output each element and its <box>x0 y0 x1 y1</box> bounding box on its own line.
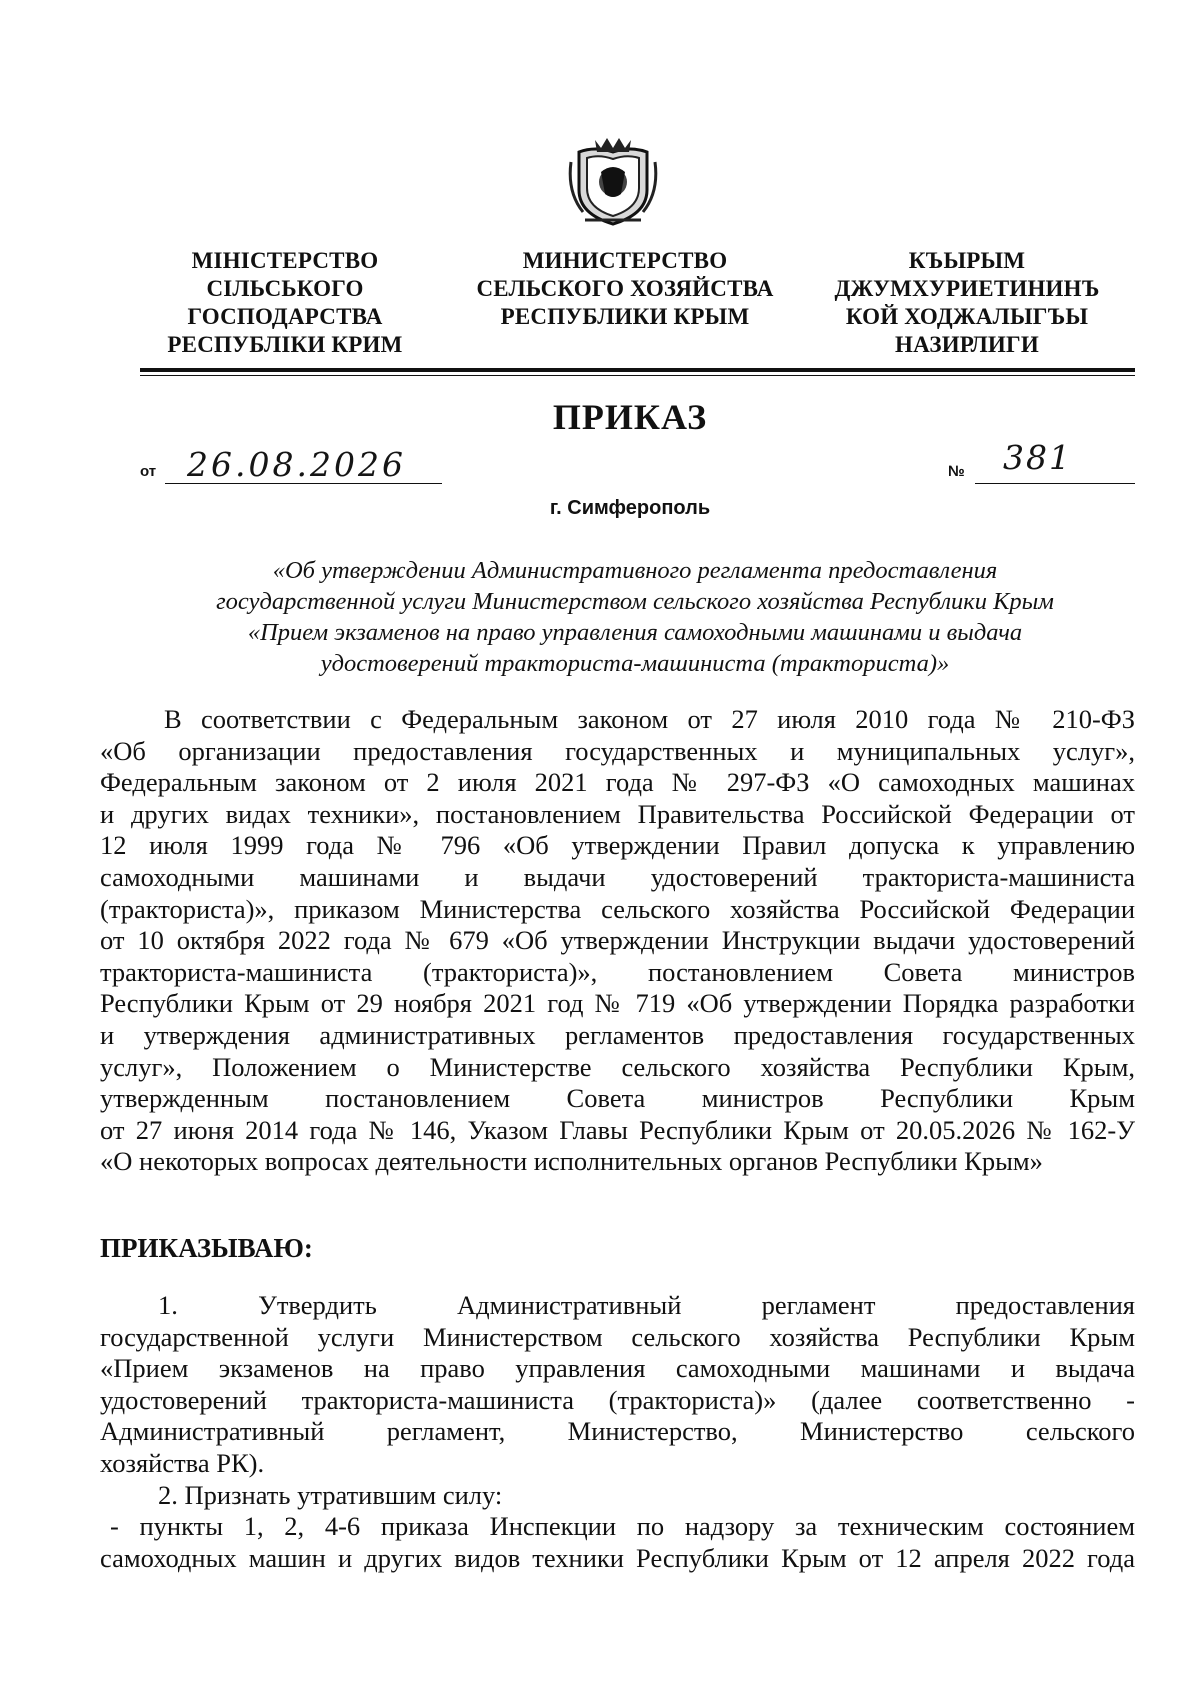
preamble-line: «О некоторых вопросах деятельности исполнительных органов Республики Крым» <box>100 1146 1043 1177</box>
preamble-line: Республики Крым от 29 ноября 2021 год № 719 «Об утверждении Порядка разработки <box>100 988 1135 1019</box>
handwritten-number: 381 <box>1003 438 1072 477</box>
preamble-paragraph <box>100 704 1135 1178</box>
preamble-line: самоходными машинами и выдачи удостоверений тракториста-машиниста <box>100 861 1135 892</box>
item-line: Административный регламент, Министерство, Министерство сельского <box>100 1416 1135 1447</box>
preamble-line: от 10 октября 2022 года № 679 «Об утверждении Инструкции выдачи удостоверений <box>100 925 1135 956</box>
header-line: РЕСПУБЛІКИ КРИМ <box>167 332 403 357</box>
header-line: КОЙ ХОДЖАЛЫГЪЫ <box>845 304 1089 329</box>
header-divider-thick <box>140 368 1135 372</box>
ministry-name-russian <box>455 247 795 331</box>
preamble-line: В соответствии с Федеральным законом от 27 июля 2010 года № 210-ФЗ <box>164 704 1135 734</box>
order-items <box>100 1290 1135 1574</box>
item-line: государственной услуги Министерством сельского хозяйства Республики Крым <box>100 1321 1135 1352</box>
document-type-title: ПРИКАЗ <box>552 397 708 437</box>
ministry-name-crimean-tatar <box>812 247 1122 359</box>
order-directive-heading: ПРИКАЗЫВАЮ: <box>100 1233 313 1263</box>
header-line: МІНІСТЕРСТВО <box>191 248 379 273</box>
header-line: КЪЫРЫМ <box>908 248 1026 273</box>
preamble-line: утвержденным постановлением Совета министров Республики Крым <box>100 1083 1135 1114</box>
item-line: удостоверений тракториста-машиниста (тракториста)» (далее соответственно - <box>100 1384 1135 1415</box>
preamble-line: «Об организации предоставления государственных и муниципальных услуг», <box>100 735 1135 766</box>
preamble-line: 12 июля 1999 года № 796 «Об утверждении Правил допуска к управлению <box>100 830 1135 861</box>
subject-line: «Прием экзаменов на право управления самоходными машинами и выдача <box>247 619 1023 646</box>
preamble-line: и утверждения административных регламентов предоставления государственных <box>100 1019 1135 1050</box>
number-underline <box>975 483 1135 484</box>
preamble-line: и других видах техники», постановлением Правительства Российской Федерации от <box>100 798 1135 829</box>
item-line: «Прием экзаменов на право управления самоходными машинами и выдача <box>100 1353 1135 1384</box>
header-line: ДЖУМХУРИЕТИНИНЪ <box>834 276 1100 301</box>
preamble-line: Федеральным законом от 2 июля 2021 года № 297-ФЗ «О самоходных машинах <box>100 767 1135 798</box>
handwritten-date: 26.08.2026 <box>187 445 406 484</box>
preamble-line: тракториста-машиниста (тракториста)», постановлением Совета министров <box>100 956 1135 987</box>
header-line: ГОСПОДАРСТВА <box>187 304 383 329</box>
ministry-name-ukrainian <box>160 247 410 359</box>
coat-of-arms-emblem <box>565 132 661 228</box>
number-label: № <box>948 463 965 480</box>
city-line: г. Симферополь <box>549 497 711 519</box>
header-line: СЕЛЬСКОГО ХОЗЯЙСТВА <box>476 276 774 301</box>
subject-line: удостоверений тракториста-машиниста (тракториста)» <box>320 650 950 677</box>
header-line: МИНИСТЕРСТВО <box>522 248 728 273</box>
preamble-line: (тракториста)», приказом Министерства сельского хозяйства Российской Федерации <box>100 893 1135 924</box>
preamble-line: услуг», Положением о Министерстве сельского хозяйства Республики Крым, <box>100 1051 1135 1082</box>
item-line: самоходных машин и других видов техники Республики Крым от 12 апреля 2022 года <box>100 1542 1135 1573</box>
header-divider-thin <box>140 375 1135 376</box>
item-line: 1. Утвердить Административный регламент предоставления <box>158 1290 1135 1320</box>
date-label: от <box>140 463 157 480</box>
header-line: НАЗИРЛИГИ <box>895 332 1039 357</box>
order-subject <box>140 555 1130 679</box>
subject-line: «Об утверждении Административного регламента предоставления <box>272 557 998 584</box>
header-line: СІЛЬСЬКОГО <box>206 276 364 301</box>
preamble-line: от 27 июня 2014 года № 146, Указом Главы Республики Крым от 20.05.2026 № 162-У <box>100 1114 1135 1145</box>
item-line: - пункты 1, 2, 4-6 приказа Инспекции по надзору за техническим состоянием <box>110 1511 1135 1542</box>
subject-line: государственной услуги Министерством сельского хозяйства Республики Крым <box>216 588 1054 615</box>
header-line: РЕСПУБЛИКИ КРЫМ <box>500 304 750 329</box>
item-line: хозяйства РК). <box>100 1447 265 1478</box>
item-line: 2. Признать утратившим силу: <box>158 1479 503 1510</box>
